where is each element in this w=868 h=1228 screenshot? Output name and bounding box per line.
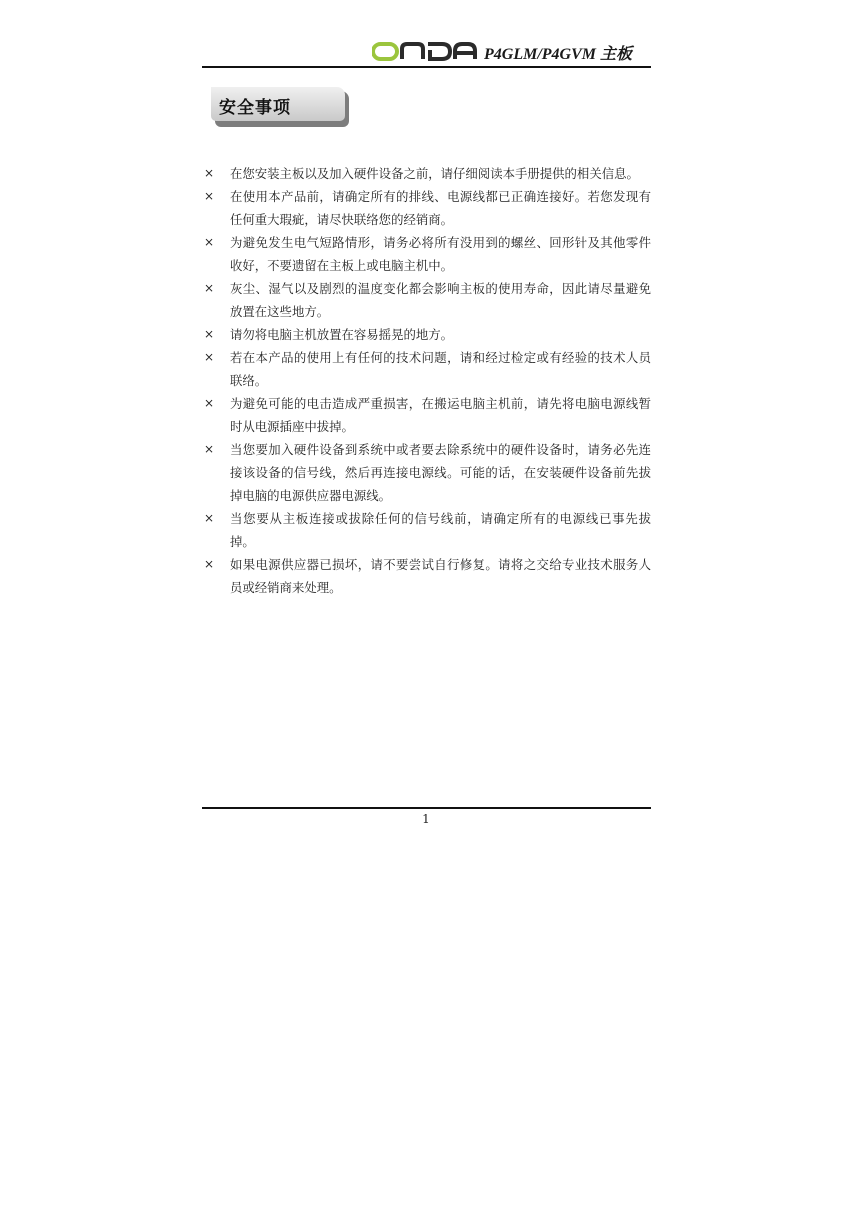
- list-item: [202, 231, 651, 277]
- list-item: [202, 185, 651, 231]
- bullet-x-icon: ×: [204, 235, 215, 249]
- list-item: [202, 277, 651, 323]
- onda-logo: [372, 40, 484, 62]
- bullet-x-icon: ×: [204, 511, 215, 525]
- list-item: [202, 162, 651, 185]
- list-item: [202, 553, 651, 599]
- list-item: [202, 507, 651, 553]
- bullet-x-icon: ×: [204, 442, 215, 456]
- list-item: [202, 323, 651, 346]
- note-text: 在您安装主板以及加入硬件设备之前，请仔细阅读本手册提供的相关信息。: [230, 166, 639, 181]
- title-tab-face: [211, 87, 345, 121]
- note-text: 为避免可能的电击造成严重损害，在搬运电脑主机前，请先将电脑电源线暂时从电源插座中拔掉。: [230, 396, 651, 434]
- bullet-x-icon: ×: [204, 281, 215, 295]
- page-header: [202, 38, 651, 68]
- header-divider: [202, 66, 651, 68]
- note-text: 当您要加入硬件设备到系统中或者要去除系统中的硬件设备时，请务必先连接该设备的信号线，然后再连接电源线。可能的话，在安装硬件设备前先拔掉电脑的电源供应器电源线。: [230, 442, 651, 503]
- footer-divider: [202, 807, 651, 809]
- note-text: 当您要从主板连接或拔除任何的信号线前，请确定所有的电源线已事先拔掉。: [230, 511, 651, 549]
- list-item: [202, 346, 651, 392]
- note-text: 灰尘、湿气以及剧烈的温度变化都会影响主板的使用寿命，因此请尽量避免放置在这些地方。: [230, 281, 651, 319]
- note-text: 若在本产品的使用上有任何的技术问题，请和经过检定或有经验的技术人员联络。: [230, 350, 651, 388]
- list-item: [202, 438, 651, 507]
- model-title: P4GLM/P4GVM 主板: [484, 46, 633, 63]
- section-title: 安全事项: [219, 98, 291, 118]
- bullet-x-icon: ×: [204, 396, 215, 410]
- note-text: 在使用本产品前，请确定所有的排线、电源线都已正确连接好。若您发现有任何重大瑕疵，请尽快联络您的经销商。: [230, 189, 651, 227]
- bullet-x-icon: ×: [204, 350, 215, 364]
- bullet-x-icon: ×: [204, 166, 215, 180]
- bullet-x-icon: ×: [204, 327, 215, 341]
- safety-notes-list: [202, 162, 651, 599]
- list-item: [202, 392, 651, 438]
- page-number: 1: [422, 812, 430, 826]
- section-title-tab: [211, 87, 349, 127]
- note-text: 请勿将电脑主机放置在容易摇晃的地方。: [230, 327, 454, 342]
- note-text: 为避免发生电气短路情形，请务必将所有没用到的螺丝、回形针及其他零件收好，不要遗留在主板上或电脑主机中。: [230, 235, 651, 273]
- bullet-x-icon: ×: [204, 189, 215, 203]
- note-text: 如果电源供应器已损坏，请不要尝试自行修复。请将之交给专业技术服务人员或经销商来处理。: [230, 557, 651, 595]
- bullet-x-icon: ×: [204, 557, 215, 571]
